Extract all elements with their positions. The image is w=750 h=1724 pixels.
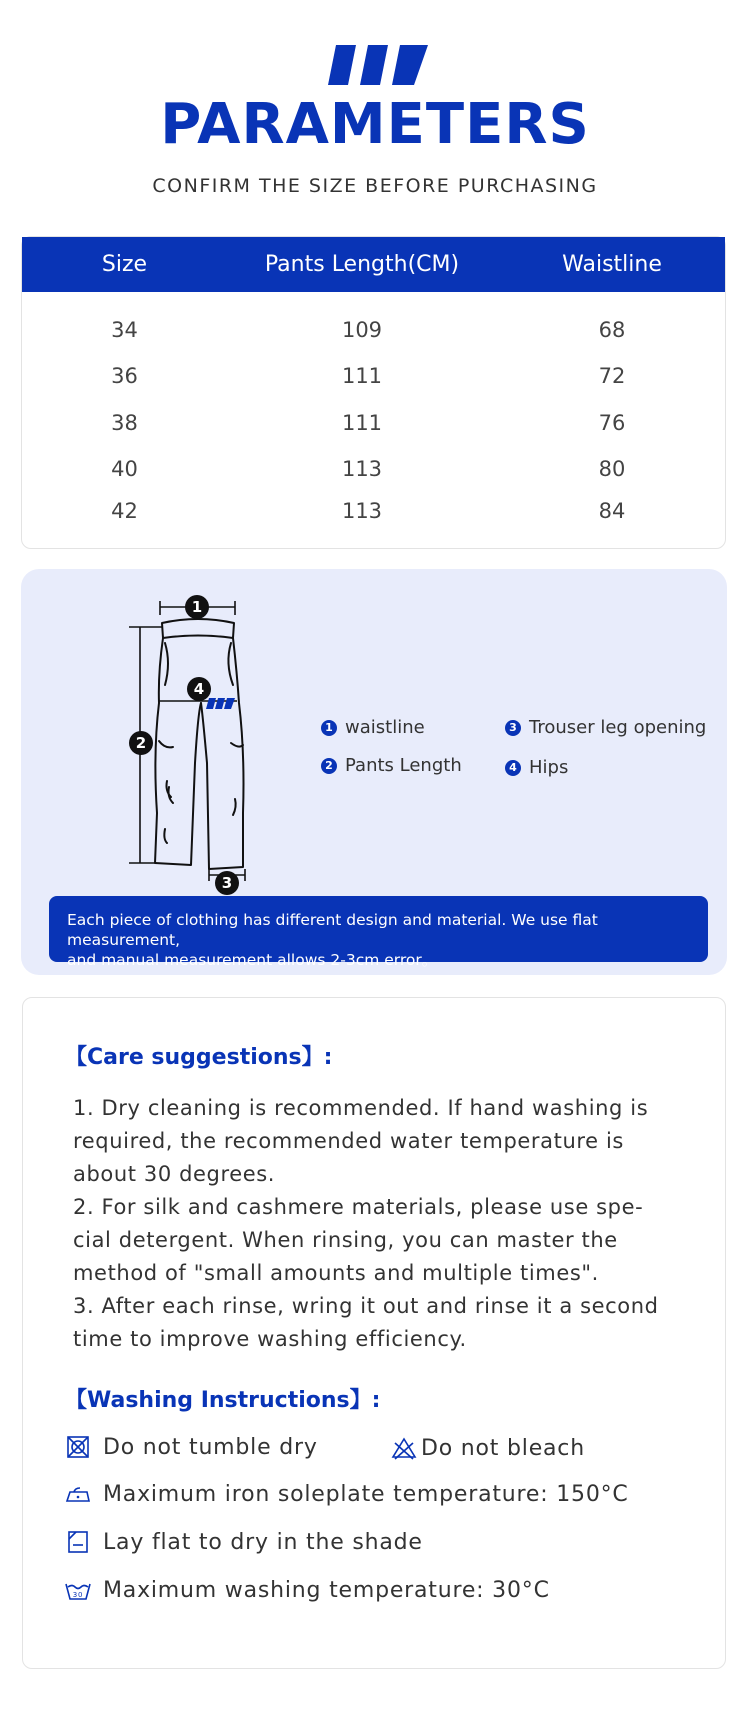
legend-hips xyxy=(505,757,568,778)
cell-waist: 76 xyxy=(598,411,626,435)
legend-label: Trouser leg opening xyxy=(529,717,707,738)
cell-length: 109 xyxy=(341,318,383,342)
size-table xyxy=(21,236,726,549)
wash-label: Maximum washing temperature: 30°C xyxy=(103,1577,550,1603)
cell-waist: 80 xyxy=(598,457,626,481)
marker-3: 3 xyxy=(221,874,233,892)
legend-pants-length xyxy=(321,755,462,776)
brand-logo xyxy=(328,45,428,85)
care-line: about 30 degrees. xyxy=(73,1162,276,1186)
cell-waist: 72 xyxy=(598,364,626,388)
marker-4: 4 xyxy=(193,680,205,698)
cell-length: 113 xyxy=(341,499,383,523)
cell-size: 36 xyxy=(111,364,138,388)
care-text xyxy=(73,1092,693,1356)
legend-label: waistline xyxy=(345,717,425,738)
page-subtitle: CONFIRM THE SIZE BEFORE PURCHASING xyxy=(152,175,598,197)
note-line-1: Each piece of clothing has different design and material. We use flat measurement, xyxy=(67,911,598,949)
cell-length: 111 xyxy=(341,364,383,388)
wash-item-no-tumble xyxy=(65,1434,318,1460)
care-line: time to improve washing efficiency. xyxy=(73,1327,467,1351)
note-line-2: and manual measurement allows 2-3cm error。 xyxy=(67,951,438,969)
cell-length: 111 xyxy=(341,411,383,435)
cell-size: 38 xyxy=(111,411,138,435)
header-pants-length: Pants Length(CM) xyxy=(264,252,460,277)
wash-temp-label: 30 xyxy=(72,1591,84,1599)
legend-leg-opening xyxy=(505,717,706,738)
no-bleach-icon xyxy=(391,1435,417,1461)
care-line: cial detergent. When rinsing, you can master the xyxy=(73,1228,618,1252)
wash-label: Maximum iron soleplate temperature: 150°C xyxy=(103,1481,629,1507)
wash-label: Do not bleach xyxy=(421,1435,585,1461)
legend-label: Pants Length xyxy=(345,755,462,776)
legend-number: 4 xyxy=(505,760,521,776)
iron-icon xyxy=(65,1481,91,1507)
wash-item-dry-flat xyxy=(65,1529,423,1555)
washing-title: 【Washing Instructions】: xyxy=(65,1388,381,1413)
table-row xyxy=(22,496,727,526)
care-card xyxy=(22,997,726,1669)
table-row xyxy=(22,454,727,484)
care-title: 【Care suggestions】: xyxy=(65,1045,333,1070)
table-row xyxy=(22,408,727,438)
header-size: Size xyxy=(101,252,148,277)
legend-number: 2 xyxy=(321,758,337,774)
wash-30-icon xyxy=(65,1577,91,1603)
care-line: 2. For silk and cashmere materials, please use spe- xyxy=(73,1195,644,1219)
legend-waistline xyxy=(321,717,425,738)
cell-size: 34 xyxy=(111,318,138,342)
care-line: 3. After each rinse, wring it out and rinse it a second xyxy=(73,1294,659,1318)
measurement-note xyxy=(49,896,708,969)
no-tumble-dry-icon xyxy=(65,1434,91,1460)
measurement-diagram-panel xyxy=(21,569,727,975)
cell-waist: 84 xyxy=(598,499,626,523)
wash-item-iron xyxy=(65,1481,629,1507)
table-row xyxy=(22,315,727,345)
pants-diagram xyxy=(103,593,273,892)
dry-flat-shade-icon xyxy=(65,1529,91,1555)
legend-label: Hips xyxy=(529,757,569,778)
cell-size: 40 xyxy=(111,457,138,481)
cell-size: 42 xyxy=(111,499,138,523)
marker-2: 2 xyxy=(135,734,147,752)
table-header xyxy=(22,237,725,292)
wash-label: Do not tumble dry xyxy=(103,1434,318,1460)
care-line: required, the recommended water temperature is xyxy=(73,1129,624,1153)
legend-number: 1 xyxy=(321,720,337,736)
cell-length: 113 xyxy=(341,457,383,481)
wash-item-wash xyxy=(65,1577,550,1603)
wash-label: Lay flat to dry in the shade xyxy=(103,1529,423,1555)
care-line: 1. Dry cleaning is recommended. If hand washing is xyxy=(73,1096,649,1120)
table-row xyxy=(22,361,727,391)
care-line: method of "small amounts and multiple times". xyxy=(73,1261,599,1285)
page-title: PARAMETERS xyxy=(160,92,590,157)
header-waistline: Waistline xyxy=(562,252,662,277)
marker-1: 1 xyxy=(191,598,203,616)
legend-number: 3 xyxy=(505,720,521,736)
cell-waist: 68 xyxy=(598,318,626,342)
wash-item-no-bleach xyxy=(391,1435,585,1461)
